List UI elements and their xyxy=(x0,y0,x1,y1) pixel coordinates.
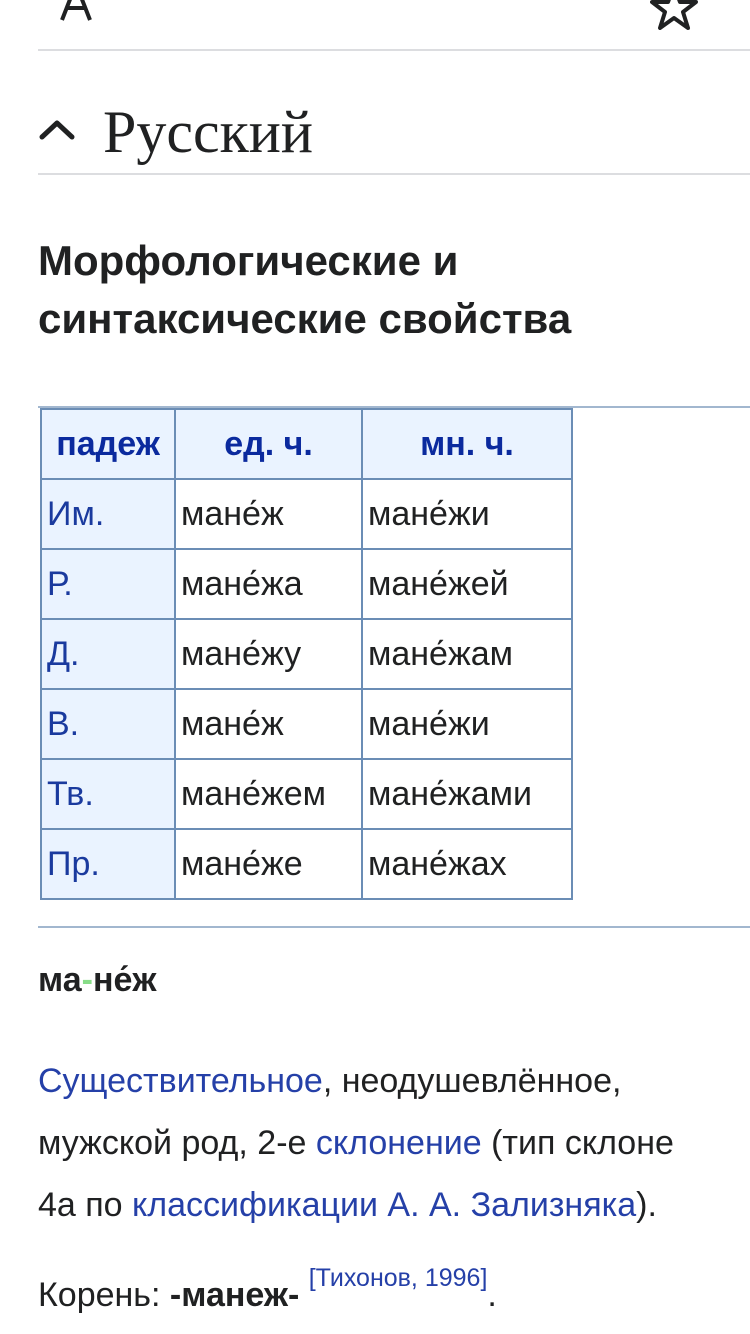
root-info xyxy=(38,1264,497,1320)
syllable: ма xyxy=(38,961,82,999)
description-text: ). xyxy=(636,1186,657,1224)
reference-link[interactable]: [Тихонов, 1996] xyxy=(308,1264,488,1292)
root-trailing: . xyxy=(487,1276,497,1314)
description-line xyxy=(38,1112,750,1174)
plural-form: мане́жи xyxy=(362,689,572,759)
singular-form: мане́ж xyxy=(175,479,362,549)
grammar-description xyxy=(38,1050,750,1236)
case-name: Д. xyxy=(41,619,175,689)
language-title: Русский xyxy=(103,99,313,165)
root-label: Корень: xyxy=(38,1276,170,1314)
language-section-header[interactable] xyxy=(38,90,750,170)
description-text: 4a по xyxy=(38,1186,133,1224)
hyphenation xyxy=(38,958,157,1002)
header-case: падеж xyxy=(41,409,175,479)
table-row xyxy=(41,759,572,829)
description-text: , неодушевлённое, xyxy=(322,1062,622,1100)
table-header-row xyxy=(41,409,572,479)
case-name: Пр. xyxy=(41,829,175,899)
heading-line: синтаксические свойства xyxy=(38,295,572,342)
table-row xyxy=(41,549,572,619)
plural-form: мане́жи xyxy=(362,479,572,549)
case-name: Р. xyxy=(41,549,175,619)
case-name: Им. xyxy=(41,479,175,549)
table-row xyxy=(41,479,572,549)
plural-form: мане́жей xyxy=(362,549,572,619)
singular-form: мане́жа xyxy=(175,549,362,619)
singular-form: мане́же xyxy=(175,829,362,899)
plural-form: мане́жами xyxy=(362,759,572,829)
star-icon[interactable] xyxy=(650,0,698,30)
singular-form: мане́жем xyxy=(175,759,362,829)
description-text: (тип склоне xyxy=(481,1124,674,1162)
declension-table xyxy=(40,408,573,900)
heading-line: Морфологические и xyxy=(38,237,459,284)
divider xyxy=(38,49,750,51)
case-name: В. xyxy=(41,689,175,759)
table-row xyxy=(41,829,572,899)
zaliznyak-classification-link[interactable]: классификации А. А. Зализняка xyxy=(132,1186,637,1224)
declension-link[interactable]: склонение xyxy=(315,1124,482,1162)
description-line xyxy=(38,1050,750,1112)
description-line xyxy=(38,1174,750,1236)
syllable-separator: - xyxy=(81,961,93,999)
singular-form: мане́жу xyxy=(175,619,362,689)
chevron-up-icon[interactable] xyxy=(38,117,76,141)
translate-icon[interactable] xyxy=(38,0,100,24)
header-plural: мн. ч. xyxy=(362,409,572,479)
table-row xyxy=(41,689,572,759)
singular-form: мане́ж xyxy=(175,689,362,759)
case-name: Тв. xyxy=(41,759,175,829)
plural-form: мане́жах xyxy=(362,829,572,899)
noun-link[interactable]: Существительное xyxy=(38,1062,323,1100)
header-singular: ед. ч. xyxy=(175,409,362,479)
top-toolbar xyxy=(0,0,750,50)
plural-form: мане́жам xyxy=(362,619,572,689)
table-row xyxy=(41,619,572,689)
description-text: мужской род, 2-е xyxy=(38,1124,316,1162)
root-value: -манеж- xyxy=(169,1276,300,1314)
divider xyxy=(38,173,750,175)
section-heading xyxy=(38,232,718,348)
syllable: не́ж xyxy=(92,961,157,999)
